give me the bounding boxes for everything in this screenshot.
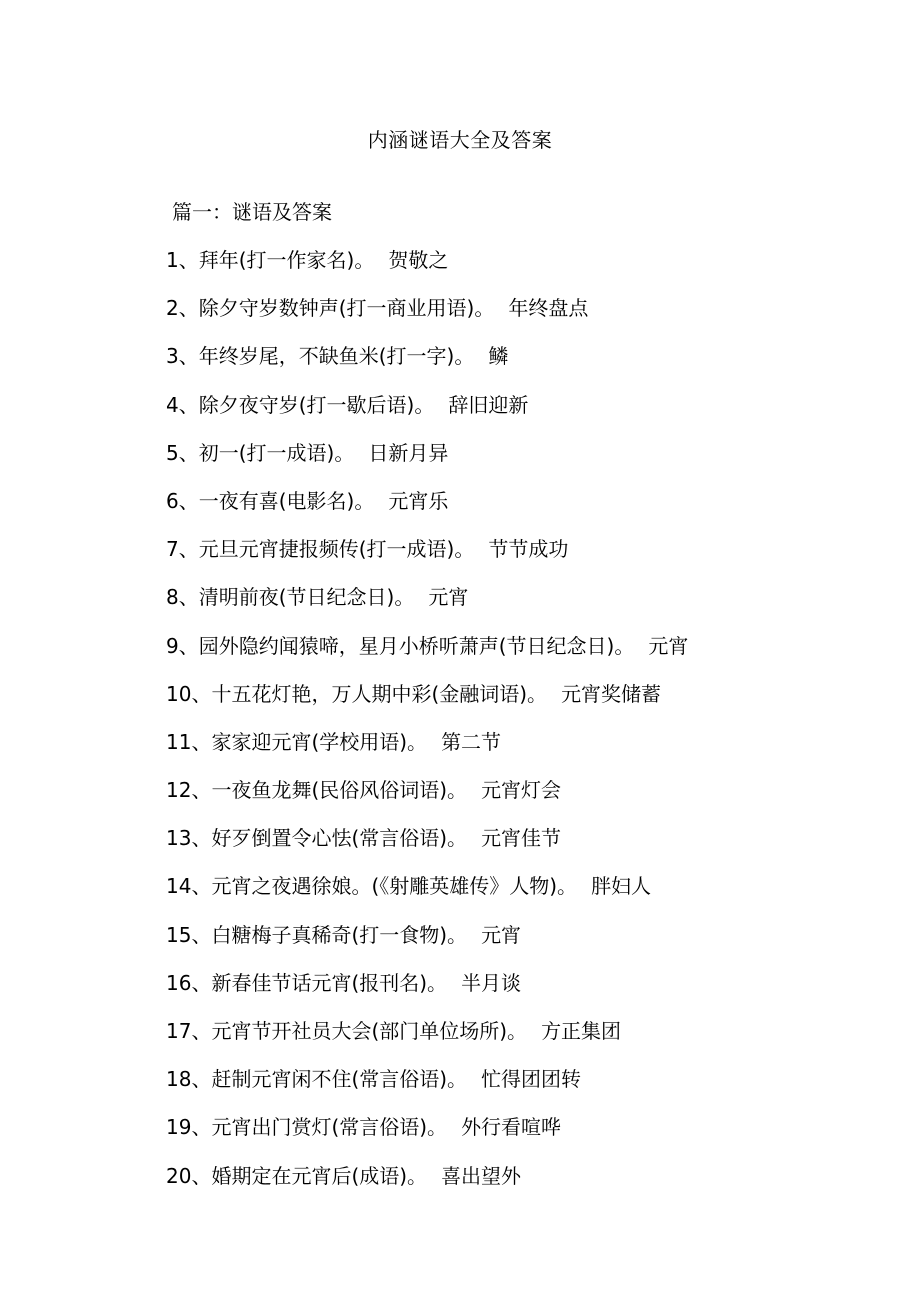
riddle-question: 17、元宵节开社员大会(部门单位场所)。 bbox=[166, 1019, 528, 1043]
riddle-answer: 外行看喧哗 bbox=[461, 1115, 562, 1140]
riddle-question: 4、除夕夜守岁(打一歇后语)。 bbox=[166, 392, 435, 417]
list-item bbox=[166, 872, 688, 920]
riddle-answer: 元宵佳节 bbox=[481, 826, 562, 851]
riddle-answer: 第二节 bbox=[441, 729, 502, 754]
riddle-question: 2、除夕守岁数钟声(打一商业用语)。 bbox=[166, 296, 495, 321]
riddle-answer: 辞旧迎新 bbox=[448, 392, 529, 417]
list-item bbox=[166, 439, 688, 487]
list-item bbox=[166, 391, 688, 439]
list-item bbox=[166, 1017, 688, 1065]
riddle-question: 1、拜年(打一作家名)。 bbox=[166, 248, 375, 272]
riddle-question: 11、家家迎元宵(学校用语)。 bbox=[166, 729, 428, 754]
riddle-question: 20、婚期定在元宵后(成语)。 bbox=[166, 1163, 428, 1188]
riddle-question: 19、元宵出门赏灯(常言俗语)。 bbox=[166, 1115, 448, 1140]
list-item bbox=[166, 1113, 688, 1161]
riddle-question: 13、好歹倒置令心怯(常言俗语)。 bbox=[166, 826, 468, 851]
list-item bbox=[166, 342, 688, 390]
riddle-question: 18、赶制元宵闲不住(常言俗语)。 bbox=[166, 1067, 468, 1092]
riddle-answer: 节节成功 bbox=[488, 537, 569, 562]
riddle-question: 15、白糖梅子真稀奇(打一食物)。 bbox=[166, 922, 468, 947]
list-item bbox=[166, 487, 688, 535]
riddle-question: 9、园外隐约闻猿啼，星月小桥听萧声(节日纪念日)。 bbox=[166, 633, 635, 658]
list-item bbox=[166, 246, 688, 294]
list-item bbox=[166, 294, 688, 342]
riddle-answer: 忙得团团转 bbox=[481, 1067, 582, 1092]
riddle-answer: 贺敬之 bbox=[388, 248, 449, 272]
riddle-question: 3、年终岁尾，不缺鱼米(打一字)。 bbox=[166, 344, 475, 369]
list-item bbox=[166, 921, 688, 969]
list-item bbox=[166, 728, 688, 776]
riddle-answer: 元宵 bbox=[481, 922, 522, 947]
list-item bbox=[166, 776, 688, 824]
riddle-question: 5、初一(打一成语)。 bbox=[166, 440, 355, 465]
riddle-answer: 元宵灯会 bbox=[481, 778, 562, 803]
riddle-answer: 元宵奖储蓄 bbox=[561, 681, 662, 706]
list-item bbox=[166, 632, 688, 680]
list-item bbox=[166, 583, 688, 631]
section-heading: 篇一：谜语及答案 bbox=[172, 200, 332, 224]
riddle-answer: 胖妇人 bbox=[591, 874, 652, 899]
riddle-question: 14、元宵之夜遇徐娘。(《射雕英雄传》人物)。 bbox=[166, 874, 578, 899]
riddle-question: 10、十五花灯艳，万人期中彩(金融词语)。 bbox=[166, 681, 548, 706]
list-item bbox=[166, 680, 688, 728]
document-title: 内涵谜语大全及答案 bbox=[367, 128, 553, 152]
riddle-answer: 年终盘点 bbox=[508, 296, 589, 321]
riddle-question: 6、一夜有喜(电影名)。 bbox=[166, 488, 375, 513]
riddle-answer: 元宵 bbox=[428, 585, 469, 610]
list-item bbox=[166, 535, 688, 583]
riddle-list bbox=[166, 246, 688, 1210]
list-item bbox=[166, 1065, 688, 1113]
riddle-answer: 元宵 bbox=[648, 633, 689, 658]
riddle-question: 8、清明前夜(节日纪念日)。 bbox=[166, 585, 415, 610]
riddle-answer: 日新月异 bbox=[368, 440, 449, 465]
riddle-question: 12、一夜鱼龙舞(民俗风俗词语)。 bbox=[166, 778, 468, 803]
riddle-answer: 喜出望外 bbox=[441, 1163, 522, 1188]
riddle-question: 7、元旦元宵捷报频传(打一成语)。 bbox=[166, 537, 475, 562]
riddle-answer: 半月谈 bbox=[461, 970, 522, 995]
riddle-answer: 方正集团 bbox=[541, 1019, 622, 1043]
list-item bbox=[166, 969, 688, 1017]
list-item bbox=[166, 1162, 688, 1210]
riddle-answer: 元宵乐 bbox=[388, 488, 449, 513]
riddle-question: 16、新春佳节话元宵(报刊名)。 bbox=[166, 970, 448, 995]
list-item bbox=[166, 824, 688, 872]
riddle-answer: 鳞 bbox=[488, 344, 509, 369]
